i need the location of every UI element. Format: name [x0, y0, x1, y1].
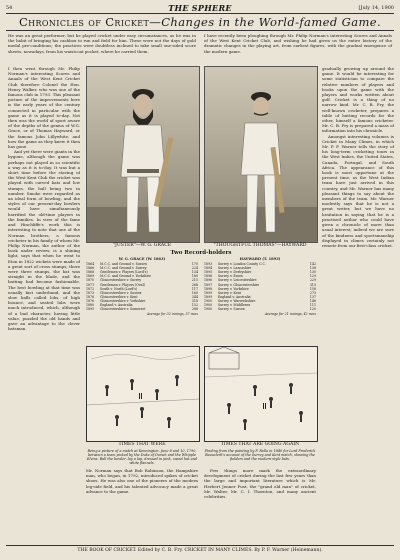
table-total: Average for 21 innings, 42 runs [264, 312, 316, 317]
table-cell-sc: 138 [309, 266, 316, 271]
body-para: And yet there were giants in the bygone, although the game was perhaps not played in so scientific a way as it is to-day. It was but a short time before the staving of the West Kent Club the cricket was played with curved bats and low stumps, the ball being two in number. Smoke were regarded as an ideal form of bowling, and the styles of our present-day bowlers would have simultaneously horrified the old-time players in the families. In view of the fame and Hinchliffe's work this is interesting to note that one of the Norman brothers, a famous cricketer in his family of whom Mr. Philip Norman, the author of the book under review, is a shining light, says that when he went to Eton in 1822 wickets were made of a great sort of cross stumps; there were three stumps, the bat was straight in the blade, and the batting had become fashionable. The best bowling at that time was usually fast underhand, and the slow balls called lobs, of high bounce, and seated lobs were much introduced, which, although of a bad character, having little value, puzzled the old hands and gave an advantage to the clever batsman. [8, 149, 80, 332]
table-cell-sc: 318 [191, 298, 198, 303]
table-cell-ev: M.C.C. and Ground v. Surrey [100, 266, 147, 271]
table-cell-ev: Surrey v. Lancashire [218, 266, 252, 271]
body-para: Amongst interesting volumes is Cricket in Many Climes, in which Mr. P. F. Warner tells the story of his long-term cricketing tours in the West Indies, the United States, Canada, Portugal, and South Africa. The appearance of this book is most opportune at the present time, as the West Indian team have just arrived in this country, and Mr. Warner has many pleasant things to say about the members of the team. Mr. Warner modestly says that he is not a great writer, but we have no hesitation in saying that he is a practised author who could have given a chronicle of more than usual interest; indeed we are sure of the kindness and sportsmanship displayed in climes certainly not remote from our first-class cricket. [322, 133, 394, 248]
photo-caption-hayward: "THOUGHTFUL THOMAS"—HAYWARD [213, 243, 307, 248]
table-cell-ev: Gloucestershire v. Sussex [100, 290, 142, 295]
table-cell-ev: Surrey v. Kent [218, 290, 241, 295]
table-cell-yr: 1897 [204, 282, 213, 287]
cricket-ground-icon [205, 347, 317, 441]
table-cell-sc: 344 [191, 294, 198, 299]
table-cell-ev: Gentlemen v. Players (Lord's) [100, 270, 148, 275]
photo-grace [86, 66, 200, 243]
table-cell-sc: 170 [191, 262, 198, 267]
table-row [204, 307, 316, 311]
hayward-figure-icon [205, 67, 317, 242]
table-cell-yr: 1900 [204, 307, 213, 312]
table-cell-ev: Surrey v. Yorkshire [218, 286, 249, 291]
table-cell-yr: 1872 [86, 286, 95, 291]
page-header [6, 3, 394, 13]
table-cell-yr: 1900 [204, 303, 213, 308]
table-cell-yr: 1896 [204, 274, 213, 279]
engraving-subcaption-right: Finding from the painting by F. Rolla in 1840 for Lord Frederick Beauclerk's account of the Surrey and Kent match, showing the fielders and the modern-style bats. [204, 449, 316, 461]
table-cell-ev: Gloucestershire v. Kent [100, 294, 138, 299]
lead-para: He was an great performer, but he played cricket under easy circumstances, as he was in the habit of bringing his cashbox to run and field for him. These were not the days of gold medal pre-conditions; the practices were doubtless inclined to take small one-sided score sheets, nowadays, from his waistcoat pocket, where he carried them. [8, 33, 196, 54]
table-cell-ev: Gloucestershire v. Surrey [100, 278, 142, 283]
table-hayward [204, 257, 316, 316]
table-cell-yr: 1871 [86, 282, 95, 287]
table-cell-yr: 1870 [86, 278, 95, 283]
table-cell-ev: Gloucestershire v. Somerset [100, 307, 146, 312]
page-number: 54 [6, 5, 13, 11]
grace-figure-icon [87, 67, 199, 242]
table-cell-yr: 1893 [204, 262, 213, 267]
table-cell-sc: 268 [191, 282, 198, 287]
lead-para: I have recently been ploughing through Mr. Philip Norman's interesting Scores and Annals of the West Kent Cricket Club, and wishing he had given us the entire history of the dramatic changes in the playing art, from earliest figures, with the gradual emergence of the modern game. [204, 33, 392, 54]
table-cell-yr: 1869 [86, 274, 95, 279]
table-cell-yr: 1876 [86, 298, 95, 303]
table-cell-sc: 152 [191, 303, 198, 308]
issue-date: [July 14, 1900 [358, 5, 394, 11]
table-cell-ev: M.C.C. and Ground v. Yorkshire [100, 274, 151, 279]
table-cell-sc: 273 [309, 290, 316, 295]
photo-caption-grace: "JUSTER"—W. G. GRACE [112, 243, 172, 248]
table-title: W. G. GRACE (W. 1863) [118, 257, 166, 261]
table-cell-sc: 315 [309, 282, 316, 287]
table-cell-ev: Surrey v. Gloucestershire [218, 282, 260, 287]
table-cell-yr: 1873 [86, 290, 95, 295]
table-cell-yr: 1895 [204, 270, 213, 275]
book-credit: THE BOOK OF CRICKET. Edited by C. B. Fry. CRICKET IN MANY CLIMES. By P. F. Warner (Heinemann). [77, 548, 323, 553]
table-cell-yr: 1900 [204, 298, 213, 303]
title-rule [6, 30, 394, 31]
table-total: Average for 32 innings, 57 runs [146, 312, 198, 317]
column-right [322, 66, 394, 504]
body-para: Mr. Norman says that Bob Robinson, the Hampshire man, who began, in 1792, introduced spikes of cricket shoes. He was also one of the pioneers of the modern leg-side field, and his talented advocacy made a great advance to the game. [86, 468, 198, 494]
column-left [8, 66, 80, 504]
header-rule [6, 13, 394, 14]
table-cell-ev: South v. North (Lord's) [100, 286, 138, 291]
bottom-text [86, 468, 316, 506]
table-cell-sc: 215 [191, 278, 198, 283]
table-cell-yr: 1866 [86, 266, 95, 271]
table-cell-ev: Gloucestershire v. Yorkshire [100, 298, 146, 303]
body-para: gradually growing up around the game. It would be interesting for some statistician to compare the relative numbers of players and books upon the game with the players and works written about golf. Cricket is a thing of no narrow kind. Mr. C. B. Fry, the well-known cricketer, prepares a table of batting records for the other, himself a famous cricketer. Mr. C. B. Fry is prepared a mass of information into his chronicle. [322, 66, 394, 134]
title-sub: —Changes in the World-famed Game. [149, 15, 382, 29]
table-cell-ev: England v. Australia [218, 294, 251, 299]
masthead: THE SPHERE [168, 3, 232, 13]
table-cell-sc: 180 [191, 274, 198, 279]
table-cell-sc: 229 [309, 278, 316, 283]
table-cell-yr: 1864 [86, 262, 95, 267]
table-cell-ev: Surrey v. Sussex [218, 307, 245, 312]
tables-heading: Two Record-holders [170, 250, 232, 256]
table-cell-ev: Surrey v. Derbyshire [218, 270, 252, 275]
table-cell-sc: 224 [191, 266, 198, 271]
table-cell-sc: 117 [191, 286, 198, 291]
table-cell-sc: 137 [309, 294, 316, 299]
table-cell-yr: 1894 [204, 266, 213, 271]
body-para: Few things more mark the extraordinary development of cricket during the last few years than the large and important literature which is Mr. Herbert Jenner Fust, the "grand old man" of cricket, Mr. Walter, Mr. C. I. Thornton, and many ancient celebrities. [204, 468, 316, 500]
table-cell-ev: Surrey v. London County C.C. [218, 262, 266, 267]
table-cell-sc: 146 [309, 298, 316, 303]
table-title: HAYWARD (T. 1893) [239, 257, 281, 261]
title-main: Chronicles of Cricket [18, 15, 150, 29]
table-row [86, 307, 198, 311]
table-grace [86, 257, 198, 316]
table-cell-yr: 1899 [204, 290, 213, 295]
table-cell-yr: 1880 [86, 303, 95, 308]
table-cell-ev: Surrey v. Leicestershire [218, 278, 257, 283]
table-cell-ev: England v. Australia [100, 303, 133, 308]
table-cell-sc: 142 [309, 262, 316, 267]
table-cell-yr: 1898 [204, 286, 213, 291]
table-cell-ev: M.C.C. and Ground v. Sussex [100, 262, 147, 267]
cricket-field-icon [87, 347, 199, 441]
body-para: I then went through Mr. Philip Norman's interesting Scores and Annals of the West Kent Cricket Club therefore Colonel the Hon. Henry Walker, who was one of the famous club in 1793. This pleasant picture of the improvements here is the early years of the century connected in particular with the game as it is played to-day. Not then was the world of sport aware of the depths of the genius of W.G. Grace, or of Thomas Hayward, or the famous John Lillywhite, and how the game as they knew it then has gone. [8, 66, 80, 150]
photo-hayward [204, 66, 318, 243]
table-cell-ev: Surrey v. Middlesex [218, 303, 251, 308]
table-cell-yr: 1868 [86, 270, 95, 275]
table-cell-sc: 129 [309, 274, 316, 279]
table-cell-yr: 1896 [204, 278, 213, 283]
table-cell-sc: 134 [191, 270, 198, 275]
table-cell-sc: 288 [191, 307, 198, 312]
table-cell-sc: 160 [191, 290, 198, 295]
engraving-caption-right: TIMES THAT ARE GOING AGAIN [220, 442, 300, 447]
table-cell-yr: 1895 [86, 307, 95, 312]
engraving-caption-left: TIMES THAT WERE [118, 442, 166, 447]
lead-paragraph [8, 33, 392, 54]
table-cell-sc: 120 [309, 307, 316, 312]
engraving-later-match [204, 346, 318, 442]
table-cell-ev: Gentlemen v. Players (Oval) [100, 282, 145, 287]
table-cell-sc: 111 [309, 303, 316, 308]
table-cell-yr: 1876 [86, 294, 95, 299]
table-cell-sc: 130 [309, 270, 316, 275]
engraving-old-match [86, 346, 200, 442]
footer-rule [6, 545, 394, 546]
table-cell-ev: Surrey v. Essex [218, 274, 243, 279]
table-cell-sc: 158 [309, 286, 316, 291]
table-cell-ev: Surrey v. Warwickshire [218, 298, 256, 303]
engraving-subcaption-left: Being a picture of a match at Kennington, June 8 and 10, 1790, between a team picked by the Duke of Dorset and the Whipple Elvins. Ball the bowler, lay a lap, dressed in pink, sweet hat and white flannels. [87, 449, 197, 465]
article-title [6, 15, 394, 29]
table-cell-yr: 1899 [204, 294, 213, 299]
